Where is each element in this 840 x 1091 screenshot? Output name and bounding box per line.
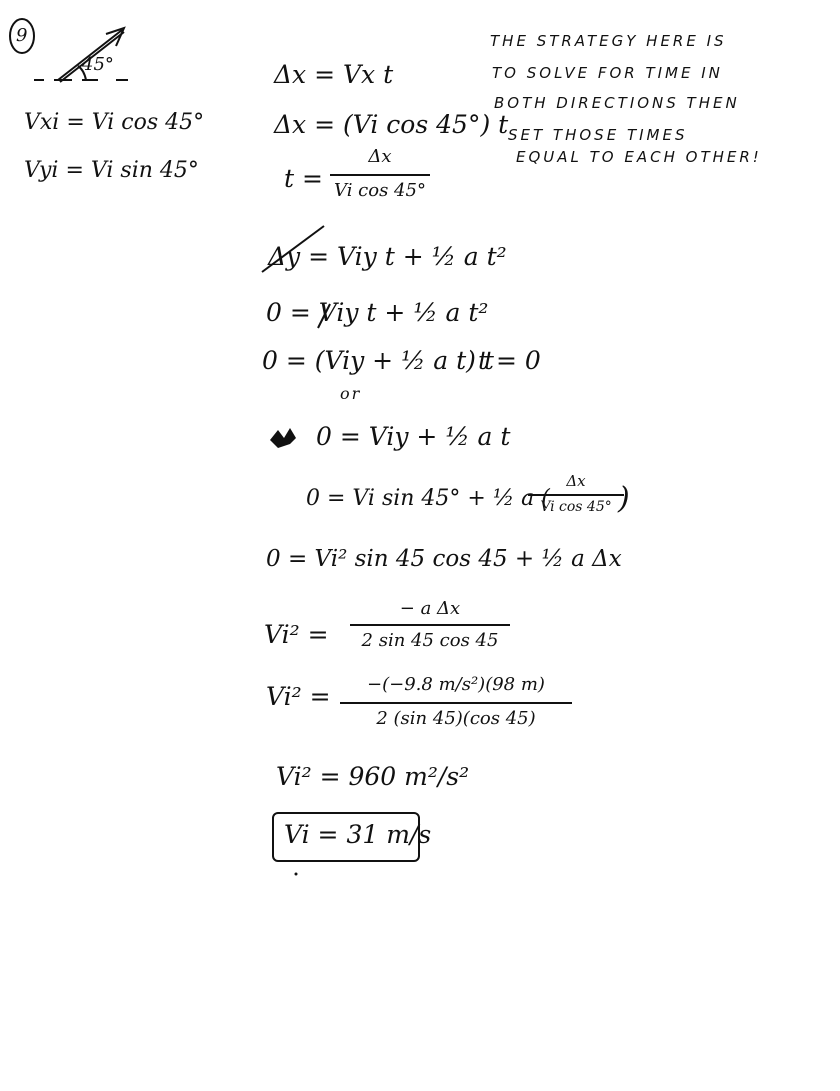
- scribble-mark: [270, 428, 296, 448]
- fraction-denominator: Vi cos 45°: [540, 499, 612, 515]
- fraction-denominator: Vi cos 45°: [334, 180, 426, 201]
- step-factor-t: 0 = (Viy + ½ a t) t: [262, 346, 494, 375]
- strategy-note-line-5: EQUAL TO EACH OTHER!: [516, 148, 762, 166]
- step-solve-vi-squared-fraction: [350, 600, 510, 658]
- strategy-note-line-2: TO SOLVE FOR TIME IN: [492, 64, 723, 82]
- step-substitute-time-fraction: [528, 474, 624, 522]
- step-set-dy-zero: 0 = Viy t + ½ a t²: [266, 298, 489, 327]
- step-vi-squared-result: Vi² = 960 m²/s²: [276, 762, 470, 791]
- strategy-note-line-4: SET THOSE TIMES: [508, 126, 688, 144]
- problem-number: 9: [16, 25, 28, 46]
- step-substitute-time-lhs: 0 = Vi sin 45° + ½ a (: [306, 486, 550, 511]
- final-answer: Vi = 31 m/s: [284, 820, 432, 849]
- strategy-note-line-3: BOTH DIRECTIONS THEN: [494, 94, 740, 112]
- step-or-label: or: [340, 384, 362, 403]
- step-substitute-time-rhs: ): [618, 481, 630, 516]
- step-vertical-displacement: Δy = Viy t + ½ a t²: [268, 242, 507, 271]
- fraction-numerator: Δx: [566, 472, 586, 490]
- fraction-numerator: −(−9.8 m/s²)(98 m): [367, 674, 545, 695]
- fraction-denominator: 2 (sin 45)(cos 45): [376, 708, 536, 729]
- fraction-numerator: Δx: [368, 146, 392, 167]
- vy-component-equation: Vyi = Vi sin 45°: [24, 158, 199, 183]
- fraction-denominator: 2 sin 45 cos 45: [361, 630, 499, 651]
- step-multiply-through: 0 = Vi² sin 45 cos 45 + ½ a Δx: [266, 546, 622, 572]
- step-solve-vi-squared-lhs: Vi² =: [264, 620, 329, 649]
- step-horizontal-displacement: Δx = Vx t: [274, 60, 394, 89]
- step-trivial-root: t = 0: [478, 346, 541, 375]
- vx-component-equation: Vxi = Vi cos 45°: [24, 110, 205, 135]
- strategy-note-line-1: THE STRATEGY HERE IS: [490, 32, 727, 50]
- step-time-fraction: [330, 148, 430, 206]
- step-plug-values-fraction: [340, 676, 572, 736]
- step-time-lhs: t =: [284, 164, 323, 193]
- angle-label: 45°: [82, 54, 114, 75]
- step-plug-values-lhs: Vi² =: [266, 682, 331, 711]
- step-substitute-vx: Δx = (Vi cos 45°) t: [274, 110, 509, 139]
- step-nontrivial-root: 0 = Viy + ½ a t: [316, 422, 511, 451]
- fraction-numerator: − a Δx: [399, 598, 461, 619]
